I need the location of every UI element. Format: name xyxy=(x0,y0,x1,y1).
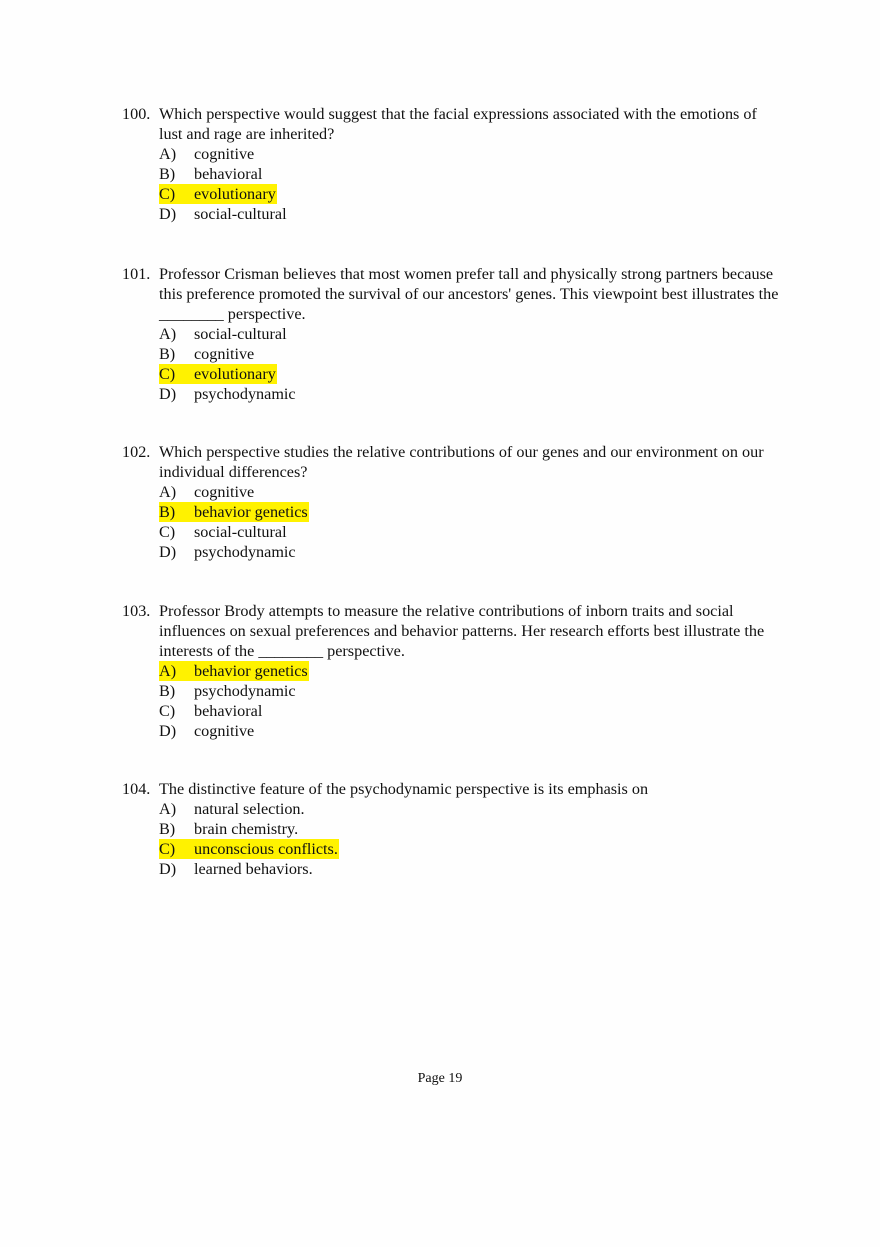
option-text: evolutionary xyxy=(194,185,276,203)
option-letter: D) xyxy=(159,722,177,740)
answer-option xyxy=(159,542,782,562)
question-text: Professor Crisman believes that most women prefer tall and physically strong partners because this preference promoted the survival of our ancestors' genes. This viewpoint best illustrates the ________ perspective. xyxy=(159,265,779,323)
option-text: behavioral xyxy=(194,702,263,720)
answer-option xyxy=(159,839,782,859)
question-number: 103. xyxy=(122,602,151,620)
answer-option xyxy=(159,661,782,681)
option-text: social-cultural xyxy=(194,325,287,343)
answer-option xyxy=(159,384,782,404)
page-number: Page 19 xyxy=(417,1071,463,1086)
answer-options xyxy=(159,324,782,404)
answer-option xyxy=(159,799,782,819)
answer-option xyxy=(159,324,782,344)
question-stem xyxy=(122,104,782,144)
question-stem xyxy=(122,779,782,799)
option-letter: A) xyxy=(159,483,177,501)
answer-options xyxy=(159,482,782,562)
answer-option xyxy=(159,701,782,721)
answer-option xyxy=(159,502,782,522)
answer-option xyxy=(159,819,782,839)
question-text: Which perspective studies the relative contributions of our genes and our environment on our individual differences? xyxy=(159,443,764,481)
question-stem xyxy=(122,601,782,661)
option-letter: B) xyxy=(159,682,176,700)
question-100 xyxy=(122,104,782,224)
answer-options xyxy=(159,799,782,879)
option-text: natural selection. xyxy=(194,800,305,818)
option-letter: A) xyxy=(159,145,177,163)
answer-option xyxy=(159,204,782,224)
option-text: behavior genetics xyxy=(194,503,308,521)
option-letter: D) xyxy=(159,205,177,223)
option-text: cognitive xyxy=(194,483,255,501)
question-101 xyxy=(122,264,782,404)
question-103 xyxy=(122,601,782,741)
option-text: psychodynamic xyxy=(194,385,296,403)
question-104 xyxy=(122,779,782,879)
question-number: 104. xyxy=(122,780,151,798)
option-letter: B) xyxy=(159,165,176,183)
answer-option xyxy=(159,522,782,542)
answer-option xyxy=(159,681,782,701)
answer-options xyxy=(159,144,782,224)
answer-option xyxy=(159,721,782,741)
option-letter: C) xyxy=(159,702,176,720)
option-text: evolutionary xyxy=(194,365,276,383)
option-text: cognitive xyxy=(194,145,255,163)
answer-option xyxy=(159,859,782,879)
option-letter: B) xyxy=(159,503,176,521)
option-letter: A) xyxy=(159,325,177,343)
option-letter: A) xyxy=(159,662,177,680)
page-footer xyxy=(0,1071,880,1087)
option-letter: D) xyxy=(159,385,177,403)
option-text: social-cultural xyxy=(194,205,287,223)
answer-options xyxy=(159,661,782,741)
option-text: cognitive xyxy=(194,345,255,363)
option-text: social-cultural xyxy=(194,523,287,541)
option-text: learned behaviors. xyxy=(194,860,313,878)
question-text: Which perspective would suggest that the facial expressions associated with the emotions of lust and rage are inherited? xyxy=(159,105,757,143)
answer-option xyxy=(159,184,782,204)
answer-option xyxy=(159,482,782,502)
option-letter: C) xyxy=(159,523,176,541)
option-text: unconscious conflicts. xyxy=(194,840,338,858)
option-text: behavioral xyxy=(194,165,263,183)
option-letter: C) xyxy=(159,840,176,858)
option-letter: A) xyxy=(159,800,177,818)
question-number: 102. xyxy=(122,443,151,461)
option-letter: B) xyxy=(159,820,176,838)
option-text: brain chemistry. xyxy=(194,820,299,838)
question-text: The distinctive feature of the psychodynamic perspective is its emphasis on xyxy=(159,780,649,798)
option-letter: C) xyxy=(159,185,176,203)
option-letter: D) xyxy=(159,860,177,878)
question-text: Professor Brody attempts to measure the relative contributions of inborn traits and social influences on sexual preferences and behavior patterns. Her research efforts best illustrate the interests of the ________ perspective. xyxy=(159,602,765,660)
option-text: cognitive xyxy=(194,722,255,740)
answer-option xyxy=(159,364,782,384)
question-stem xyxy=(122,442,782,482)
option-letter: D) xyxy=(159,543,177,561)
option-letter: C) xyxy=(159,365,176,383)
question-number: 100. xyxy=(122,105,151,123)
option-text: behavior genetics xyxy=(194,662,308,680)
option-text: psychodynamic xyxy=(194,682,296,700)
question-102 xyxy=(122,442,782,562)
answer-option xyxy=(159,164,782,184)
question-number: 101. xyxy=(122,265,151,283)
option-text: psychodynamic xyxy=(194,543,296,561)
option-letter: B) xyxy=(159,345,176,363)
answer-option xyxy=(159,344,782,364)
answer-option xyxy=(159,144,782,164)
question-stem xyxy=(122,264,782,324)
